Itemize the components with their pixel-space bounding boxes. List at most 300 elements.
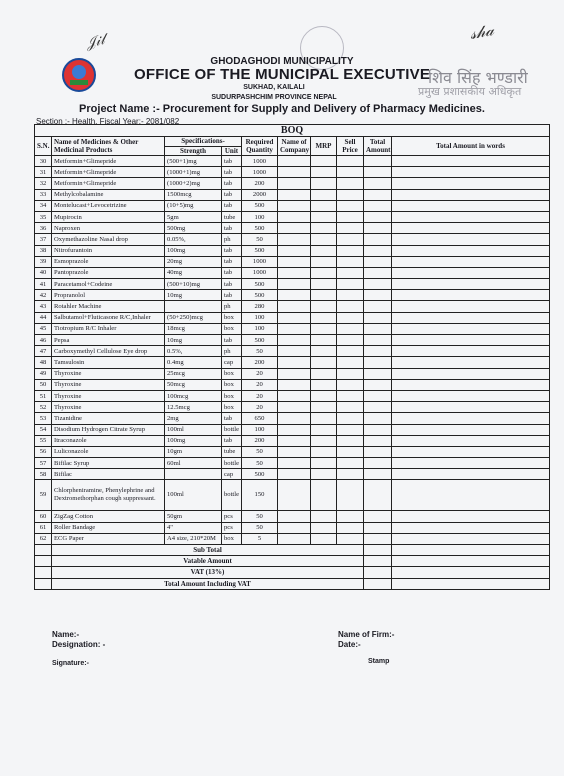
cell-empty	[364, 522, 392, 533]
totals-label: Sub Total	[52, 545, 364, 556]
cell-empty	[278, 446, 311, 457]
cell-empty	[311, 312, 337, 323]
cell-sn: 62	[35, 533, 52, 544]
cell-empty	[278, 234, 311, 245]
cell-empty	[337, 469, 364, 480]
cell-qty: 100	[242, 211, 278, 222]
cell-empty	[392, 178, 550, 189]
table-row	[35, 234, 550, 245]
cell-name: Methylcobalamine	[52, 189, 165, 200]
cell-name: Oxymethazoline Nasal drop	[52, 234, 165, 245]
cell-sn: 42	[35, 290, 52, 301]
cell-sn: 40	[35, 267, 52, 278]
cell-sn: 50	[35, 379, 52, 390]
cell-unit: cap	[222, 469, 242, 480]
cell-empty	[364, 424, 392, 435]
cell-unit: box	[222, 390, 242, 401]
cell-strength: 100mg	[165, 435, 222, 446]
table-row	[35, 446, 550, 457]
cell-qty: 100	[242, 323, 278, 334]
cell-empty	[311, 469, 337, 480]
cell-unit: ph	[222, 234, 242, 245]
cell-strength: 40mg	[165, 267, 222, 278]
table-row	[35, 335, 550, 346]
cell-strength: 100ml	[165, 424, 222, 435]
cell-empty	[364, 234, 392, 245]
footer-date: Date:-	[338, 640, 361, 649]
cell-sn: 56	[35, 446, 52, 457]
table-row	[35, 211, 550, 222]
cell-empty	[337, 402, 364, 413]
cell-empty	[311, 301, 337, 312]
cell-sn: 33	[35, 189, 52, 200]
cell-sn: 36	[35, 223, 52, 234]
cell-strength: (500+10)mg	[165, 279, 222, 290]
cell-name: Luliconazole	[52, 446, 165, 457]
cell-qty: 20	[242, 390, 278, 401]
table-row	[35, 424, 550, 435]
cell-sn: 44	[35, 312, 52, 323]
cell-empty	[364, 245, 392, 256]
cell-empty	[337, 522, 364, 533]
cell-name: Rotahler Machine	[52, 301, 165, 312]
cell-empty	[278, 480, 311, 511]
cell-empty	[364, 357, 392, 368]
footer-stamp: Stamp	[368, 658, 390, 665]
cell-strength: 50gm	[165, 511, 222, 522]
cell-strength: 50mcg	[165, 379, 222, 390]
cell-empty	[337, 390, 364, 401]
cell-unit: ph	[222, 301, 242, 312]
cell-empty	[364, 446, 392, 457]
cell-strength: 12.5mcg	[165, 402, 222, 413]
cell-qty: 200	[242, 435, 278, 446]
cell-empty	[364, 469, 392, 480]
cell-sn: 38	[35, 245, 52, 256]
cell-sn: 31	[35, 167, 52, 178]
cell-sn: 46	[35, 335, 52, 346]
table-row	[35, 402, 550, 413]
cell-empty	[337, 189, 364, 200]
cell-empty	[364, 267, 392, 278]
cell-strength: 25mcg	[165, 368, 222, 379]
cell-empty	[392, 533, 550, 544]
cell-empty	[364, 189, 392, 200]
col-name: Name of Medicines & Other Medicinal Products	[52, 137, 165, 156]
cell-empty	[337, 533, 364, 544]
cell-empty	[364, 368, 392, 379]
cell-unit: tube	[222, 211, 242, 222]
cell-empty	[392, 357, 550, 368]
footer-firm: Name of Firm:-	[338, 630, 395, 639]
cell-name: Salbutamol+Fluticasone R/C,Inhaler	[52, 312, 165, 323]
cell-sn: 61	[35, 522, 52, 533]
cell-strength: 1500mcg	[165, 189, 222, 200]
table-row	[35, 290, 550, 301]
cell-empty	[311, 335, 337, 346]
cell-empty	[337, 458, 364, 469]
cell-empty	[364, 178, 392, 189]
cell-name: Thyroxine	[52, 402, 165, 413]
cell-unit: tube	[222, 446, 242, 457]
cell-empty	[337, 511, 364, 522]
cell-empty	[392, 223, 550, 234]
cell-strength: 10mg	[165, 335, 222, 346]
table-row	[35, 301, 550, 312]
cell-name: Itraconazole	[52, 435, 165, 446]
cell-strength: (50+250)mcg	[165, 312, 222, 323]
cell-qty: 1000	[242, 267, 278, 278]
cell-empty	[364, 223, 392, 234]
cell-empty	[311, 245, 337, 256]
cell-unit: box	[222, 323, 242, 334]
cell-sn: 30	[35, 156, 52, 167]
cell-qty: 50	[242, 511, 278, 522]
cell-empty	[278, 156, 311, 167]
col-spec: Specifications-	[165, 137, 242, 147]
cell-empty	[392, 390, 550, 401]
cell-empty	[278, 323, 311, 334]
cell-empty	[337, 267, 364, 278]
cell-empty	[364, 390, 392, 401]
cell-qty: 500	[242, 245, 278, 256]
cell-empty	[392, 290, 550, 301]
cell-unit: box	[222, 533, 242, 544]
cell-qty: 150	[242, 480, 278, 511]
cell-qty: 500	[242, 279, 278, 290]
table-row	[35, 312, 550, 323]
cell-qty: 20	[242, 368, 278, 379]
cell-empty	[392, 458, 550, 469]
cell-empty	[337, 379, 364, 390]
cell-empty	[311, 189, 337, 200]
cell-unit: tab	[222, 335, 242, 346]
cell-empty	[392, 245, 550, 256]
cell-empty	[364, 458, 392, 469]
cell-unit: bottle	[222, 424, 242, 435]
cell-empty	[337, 413, 364, 424]
cell-name: ECG Paper	[52, 533, 165, 544]
cell-unit: bottle	[222, 458, 242, 469]
cell-name: ZigZag Cotton	[52, 511, 165, 522]
cell-qty: 1000	[242, 167, 278, 178]
cell-empty	[392, 312, 550, 323]
cell-qty: 280	[242, 301, 278, 312]
cell-qty: 50	[242, 234, 278, 245]
cell-empty	[364, 167, 392, 178]
cell-name: Carboxymethyl Cellulose Eye drop	[52, 346, 165, 357]
footer-signature: Signature:-	[52, 660, 89, 667]
cell-name: Roller Bandage	[52, 522, 165, 533]
cell-sn: 58	[35, 469, 52, 480]
cell-empty	[392, 335, 550, 346]
cell-name: Chlorpheniramine, Phenylephrine and Dextromethorphan cough suppressant.	[52, 480, 165, 511]
col-total: Total Amount	[364, 137, 392, 156]
cell-strength: 0.5%,	[165, 346, 222, 357]
cell-empty	[311, 511, 337, 522]
cell-empty	[392, 402, 550, 413]
cell-strength: 60ml	[165, 458, 222, 469]
cell-empty	[392, 189, 550, 200]
cell-unit: tab	[222, 413, 242, 424]
cell-empty	[311, 323, 337, 334]
cell-unit: tab	[222, 223, 242, 234]
cell-empty	[337, 323, 364, 334]
col-sell: Sell Price	[337, 137, 364, 156]
footer-designation: Designation: -	[52, 640, 106, 649]
totals-row	[35, 567, 550, 578]
section-line: Section :- Health, Fiscal Year:- 2081/082	[36, 117, 180, 126]
cell-qty: 2000	[242, 189, 278, 200]
cell-empty	[278, 379, 311, 390]
col-words: Total Amount in words	[392, 137, 550, 156]
cell-empty	[337, 245, 364, 256]
municipality-name: GHODAGHODI MUNICIPALITY	[210, 56, 354, 67]
cell-empty	[392, 211, 550, 222]
col-sn: S.N.	[35, 137, 52, 156]
cell-empty	[311, 413, 337, 424]
cell-empty	[337, 200, 364, 211]
cell-empty	[311, 379, 337, 390]
cell-empty	[278, 511, 311, 522]
cell-name: Bifilac Syrup	[52, 458, 165, 469]
cell-empty	[392, 301, 550, 312]
cell-sn: 41	[35, 279, 52, 290]
signature-left: 𝒥𝒾𝓁	[84, 31, 107, 53]
cell-strength: 100ml	[165, 480, 222, 511]
col-qty: Required Quantity	[242, 137, 278, 156]
cell-name: Propranolol	[52, 290, 165, 301]
cell-empty	[364, 413, 392, 424]
table-row	[35, 346, 550, 357]
cell-empty	[364, 533, 392, 544]
cell-sn: 57	[35, 458, 52, 469]
cell-empty	[278, 402, 311, 413]
cell-qty: 500	[242, 335, 278, 346]
cell-empty	[337, 234, 364, 245]
cell-name: Esmoprazole	[52, 256, 165, 267]
cell-empty	[337, 435, 364, 446]
table-row	[35, 533, 550, 544]
cell-empty	[311, 435, 337, 446]
cell-empty	[278, 335, 311, 346]
boq-title: BOQ	[35, 125, 550, 137]
table-row	[35, 178, 550, 189]
cell-name: Tamsulosin	[52, 357, 165, 368]
cell-unit: tab	[222, 200, 242, 211]
totals-label: Total Amount Including VAT	[52, 578, 364, 589]
cell-empty	[364, 480, 392, 511]
cell-empty	[278, 469, 311, 480]
cell-empty	[278, 211, 311, 222]
cell-empty	[392, 323, 550, 334]
cell-empty	[278, 178, 311, 189]
cell-empty	[364, 279, 392, 290]
cell-unit: tab	[222, 256, 242, 267]
cell-empty	[311, 480, 337, 511]
cell-empty	[337, 211, 364, 222]
table-row	[35, 323, 550, 334]
cell-empty	[311, 533, 337, 544]
cell-unit: tab	[222, 156, 242, 167]
cell-strength: 10gm	[165, 446, 222, 457]
cell-empty	[311, 211, 337, 222]
cell-name: Pepsa	[52, 335, 165, 346]
cell-name: Pantoprazole	[52, 267, 165, 278]
cell-empty	[364, 211, 392, 222]
cell-empty	[337, 301, 364, 312]
cell-sn: 60	[35, 511, 52, 522]
cell-sn: 59	[35, 480, 52, 511]
cell-empty	[364, 435, 392, 446]
cell-strength: (500+1)mg	[165, 156, 222, 167]
cell-name: Tizanidine	[52, 413, 165, 424]
cell-unit: cap	[222, 357, 242, 368]
cell-name: Thyroxine	[52, 379, 165, 390]
table-row	[35, 156, 550, 167]
cell-empty	[392, 368, 550, 379]
table-row	[35, 189, 550, 200]
cell-qty: 5	[242, 533, 278, 544]
cell-empty	[337, 178, 364, 189]
cell-empty	[392, 469, 550, 480]
cell-strength: 100mg	[165, 245, 222, 256]
cell-empty	[278, 290, 311, 301]
table-row	[35, 357, 550, 368]
table-row	[35, 368, 550, 379]
cell-empty	[278, 256, 311, 267]
cell-name: Disodium Hydrogen Citrate Syrup	[52, 424, 165, 435]
table-row	[35, 511, 550, 522]
cell-empty	[311, 458, 337, 469]
cell-name: Metformin+Glimepride	[52, 167, 165, 178]
table-row	[35, 379, 550, 390]
cell-empty	[311, 279, 337, 290]
cell-name: Metformin+Glimepride	[52, 178, 165, 189]
totals-label: VAT (13%)	[52, 567, 364, 578]
cell-empty	[337, 156, 364, 167]
cell-qty: 50	[242, 346, 278, 357]
official-stamp-name: शिव सिंह भण्डारी	[428, 68, 528, 87]
cell-empty	[337, 279, 364, 290]
cell-sn: 47	[35, 346, 52, 357]
cell-qty: 650	[242, 413, 278, 424]
cell-empty	[392, 522, 550, 533]
cell-name: Thyroxine	[52, 390, 165, 401]
cell-empty	[392, 480, 550, 511]
cell-name: Mupirocin	[52, 211, 165, 222]
cell-empty	[364, 402, 392, 413]
cell-qty: 500	[242, 200, 278, 211]
cell-empty	[337, 346, 364, 357]
cell-unit: tab	[222, 267, 242, 278]
cell-name: Thyroxine	[52, 368, 165, 379]
cell-qty: 200	[242, 357, 278, 368]
cell-empty	[364, 156, 392, 167]
cell-strength	[165, 301, 222, 312]
table-row	[35, 390, 550, 401]
cell-empty	[364, 379, 392, 390]
cell-empty	[278, 522, 311, 533]
cell-empty	[392, 256, 550, 267]
cell-sn: 35	[35, 211, 52, 222]
cell-empty	[364, 346, 392, 357]
cell-empty	[364, 312, 392, 323]
cell-empty	[364, 290, 392, 301]
cell-empty	[278, 390, 311, 401]
cell-empty	[311, 390, 337, 401]
col-strength: Strength	[165, 146, 222, 156]
cell-empty	[392, 234, 550, 245]
cell-sn: 45	[35, 323, 52, 334]
cell-qty: 500	[242, 469, 278, 480]
cell-unit: tab	[222, 178, 242, 189]
cell-name: Montelucast+Levocetrizine	[52, 200, 165, 211]
cell-empty	[311, 267, 337, 278]
cell-empty	[278, 346, 311, 357]
cell-qty: 100	[242, 312, 278, 323]
table-row	[35, 522, 550, 533]
cell-sn: 34	[35, 200, 52, 211]
cell-empty	[311, 234, 337, 245]
cell-empty	[392, 413, 550, 424]
table-row	[35, 458, 550, 469]
cell-unit: pcs	[222, 522, 242, 533]
cell-unit: bottle	[222, 480, 242, 511]
cell-empty	[278, 301, 311, 312]
cell-name: Nitrofurantoin	[52, 245, 165, 256]
cell-empty	[311, 368, 337, 379]
cell-strength: A4 size, 210*20M	[165, 533, 222, 544]
cell-empty	[311, 167, 337, 178]
cell-empty	[392, 279, 550, 290]
cell-sn: 54	[35, 424, 52, 435]
cell-strength: 0.4mg	[165, 357, 222, 368]
cell-unit: box	[222, 379, 242, 390]
cell-strength: 18mcg	[165, 323, 222, 334]
cell-empty	[311, 223, 337, 234]
cell-empty	[364, 335, 392, 346]
cell-empty	[311, 357, 337, 368]
cell-qty: 20	[242, 379, 278, 390]
cell-empty	[337, 167, 364, 178]
cell-empty	[311, 178, 337, 189]
cell-strength: 100mcg	[165, 390, 222, 401]
cell-empty	[278, 435, 311, 446]
cell-empty	[392, 379, 550, 390]
cell-unit: ph	[222, 346, 242, 357]
cell-empty	[278, 267, 311, 278]
cell-empty	[392, 511, 550, 522]
cell-empty	[278, 533, 311, 544]
cell-empty	[311, 256, 337, 267]
cell-unit: tab	[222, 167, 242, 178]
cell-empty	[337, 357, 364, 368]
footer-name: Name:-	[52, 630, 80, 639]
cell-sn: 53	[35, 413, 52, 424]
cell-empty	[392, 200, 550, 211]
cell-qty: 500	[242, 223, 278, 234]
cell-empty	[311, 446, 337, 457]
cell-name: Bifilac	[52, 469, 165, 480]
cell-qty: 1000	[242, 256, 278, 267]
totals-row	[35, 578, 550, 589]
cell-strength: (10+5)mg	[165, 200, 222, 211]
cell-empty	[392, 446, 550, 457]
cell-strength: (1000+1)mg	[165, 167, 222, 178]
signature-right: 𝓈𝒽𝒶	[468, 20, 496, 43]
cell-name: Tiotropium R/C Inhaler	[52, 323, 165, 334]
